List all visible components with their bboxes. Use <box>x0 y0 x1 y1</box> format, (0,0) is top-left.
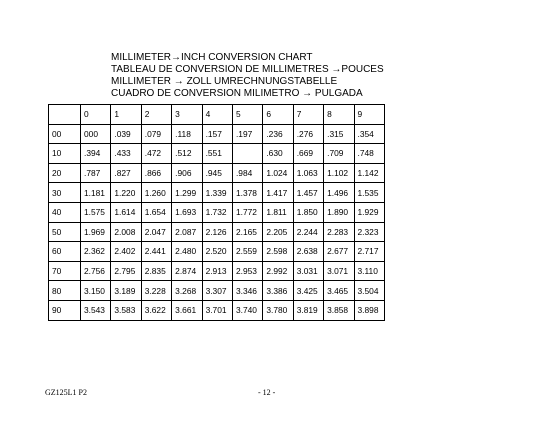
title-french: TABLEAU DE CONVERSION DE MILLIMETRES →POUCES <box>111 64 384 75</box>
row-header: 70 <box>49 261 81 281</box>
table-cell: .276 <box>293 124 323 144</box>
column-header: 8 <box>324 105 354 125</box>
table-cell: 3.346 <box>232 281 262 301</box>
title-spanish: CUADRO DE CONVERSION MILIMETRO → PULGADA <box>111 88 363 99</box>
row-header: 90 <box>49 300 81 320</box>
table-cell: 2.717 <box>354 242 384 262</box>
table-cell: 2.441 <box>141 242 171 262</box>
table-cell: 1.496 <box>324 183 354 203</box>
table-cell: 2.047 <box>141 222 171 242</box>
table-cell: 1.417 <box>263 183 293 203</box>
table-cell: 1.772 <box>232 202 262 222</box>
table-cell: 3.543 <box>81 300 111 320</box>
table-row <box>49 144 385 164</box>
table-cell: 3.583 <box>111 300 141 320</box>
corner-cell <box>49 105 81 125</box>
table-cell: 2.244 <box>293 222 323 242</box>
table-cell: 2.638 <box>293 242 323 262</box>
table-cell: .079 <box>141 124 171 144</box>
table-cell: .118 <box>172 124 202 144</box>
row-header: 30 <box>49 183 81 203</box>
table-cell: .039 <box>111 124 141 144</box>
row-header: 40 <box>49 202 81 222</box>
page-number: - 12 - <box>258 388 276 397</box>
table-cell: 3.150 <box>81 281 111 301</box>
table-cell: 2.362 <box>81 242 111 262</box>
table-cell: 2.402 <box>111 242 141 262</box>
table-cell: 2.323 <box>354 222 384 242</box>
table-cell: 2.677 <box>324 242 354 262</box>
table-cell: 1.260 <box>141 183 171 203</box>
table-cell: 3.465 <box>324 281 354 301</box>
table-cell: .394 <box>81 144 111 164</box>
table-row <box>49 202 385 222</box>
table-cell: 1.339 <box>202 183 232 203</box>
column-header: 9 <box>354 105 384 125</box>
table-cell: 1.890 <box>324 202 354 222</box>
table-cell: 2.913 <box>202 261 232 281</box>
table-cell: 1.220 <box>111 183 141 203</box>
table-cell: 3.622 <box>141 300 171 320</box>
table-cell: 1.378 <box>232 183 262 203</box>
table-cell: .827 <box>111 163 141 183</box>
table-cell: .512 <box>172 144 202 164</box>
table-cell: 2.126 <box>202 222 232 242</box>
table-cell: 2.008 <box>111 222 141 242</box>
table-cell: 3.307 <box>202 281 232 301</box>
table-cell: 3.858 <box>324 300 354 320</box>
table-row <box>49 222 385 242</box>
table-row <box>49 124 385 144</box>
table-cell: .157 <box>202 124 232 144</box>
table-cell: .669 <box>293 144 323 164</box>
table-cell: 1.969 <box>81 222 111 242</box>
table-cell: 3.898 <box>354 300 384 320</box>
table-cell: 1.732 <box>202 202 232 222</box>
table-cell: 1.811 <box>263 202 293 222</box>
table-cell: .472 <box>141 144 171 164</box>
table-cell: 1.850 <box>293 202 323 222</box>
table-row <box>49 281 385 301</box>
table-cell: 3.268 <box>172 281 202 301</box>
table-cell: 3.701 <box>202 300 232 320</box>
table-row <box>49 261 385 281</box>
table-cell: 2.165 <box>232 222 262 242</box>
table-cell: .630 <box>263 144 293 164</box>
conversion-table <box>48 104 385 321</box>
column-header: 4 <box>202 105 232 125</box>
document-code: GZ125L1 P2 <box>45 388 87 397</box>
table-cell: 1.614 <box>111 202 141 222</box>
column-header: 5 <box>232 105 262 125</box>
column-header: 6 <box>263 105 293 125</box>
table-cell: .945 <box>202 163 232 183</box>
table-cell: 1.063 <box>293 163 323 183</box>
column-header: 7 <box>293 105 323 125</box>
column-header: 3 <box>172 105 202 125</box>
table-cell: 3.740 <box>232 300 262 320</box>
table-cell: 3.110 <box>354 261 384 281</box>
row-header: 50 <box>49 222 81 242</box>
table-cell: 2.795 <box>111 261 141 281</box>
table-row <box>49 300 385 320</box>
table-cell: .354 <box>354 124 384 144</box>
table-cell: .709 <box>324 144 354 164</box>
table-cell: 1.929 <box>354 202 384 222</box>
table-cell: 3.819 <box>293 300 323 320</box>
table-cell: .433 <box>111 144 141 164</box>
table-cell <box>232 144 262 164</box>
column-header: 0 <box>81 105 111 125</box>
table-cell: .906 <box>172 163 202 183</box>
table-row <box>49 242 385 262</box>
header-row <box>49 105 385 125</box>
table-cell: 3.071 <box>324 261 354 281</box>
row-header: 20 <box>49 163 81 183</box>
table-cell: .866 <box>141 163 171 183</box>
table-cell: .315 <box>324 124 354 144</box>
table-cell: 3.780 <box>263 300 293 320</box>
table-cell: 2.480 <box>172 242 202 262</box>
row-header: 80 <box>49 281 81 301</box>
table-cell: .984 <box>232 163 262 183</box>
table-cell: 1.142 <box>354 163 384 183</box>
table-cell: 000 <box>81 124 111 144</box>
column-header: 1 <box>111 105 141 125</box>
table-cell: 2.205 <box>263 222 293 242</box>
table-cell: 2.835 <box>141 261 171 281</box>
table-cell: .236 <box>263 124 293 144</box>
row-header: 00 <box>49 124 81 144</box>
table-cell: 1.575 <box>81 202 111 222</box>
table-cell: 2.953 <box>232 261 262 281</box>
table-cell: 2.087 <box>172 222 202 242</box>
table-cell: 3.228 <box>141 281 171 301</box>
table-cell: 3.386 <box>263 281 293 301</box>
table-cell: 2.559 <box>232 242 262 262</box>
table-cell: 2.992 <box>263 261 293 281</box>
table-cell: 1.457 <box>293 183 323 203</box>
title-english: MILLIMETER→INCH CONVERSION CHART <box>111 52 313 63</box>
table-cell: 1.024 <box>263 163 293 183</box>
row-header: 60 <box>49 242 81 262</box>
table-cell: 1.181 <box>81 183 111 203</box>
table-cell: 3.189 <box>111 281 141 301</box>
table-cell: 2.520 <box>202 242 232 262</box>
table-cell: 2.598 <box>263 242 293 262</box>
title-german: MILLIMETER → ZOLL UMRECHNUNGSTABELLE <box>111 76 338 87</box>
table-cell: 1.299 <box>172 183 202 203</box>
table-cell: .787 <box>81 163 111 183</box>
table-cell: .551 <box>202 144 232 164</box>
table-cell: 1.654 <box>141 202 171 222</box>
table-cell: 3.031 <box>293 261 323 281</box>
column-header: 2 <box>141 105 171 125</box>
table-row <box>49 163 385 183</box>
table-cell: 3.661 <box>172 300 202 320</box>
table-cell: 2.283 <box>324 222 354 242</box>
table-cell: 3.425 <box>293 281 323 301</box>
table-cell: .748 <box>354 144 384 164</box>
row-header: 10 <box>49 144 81 164</box>
table-cell: 1.693 <box>172 202 202 222</box>
table-cell: .197 <box>232 124 262 144</box>
table-cell: 1.102 <box>324 163 354 183</box>
table-cell: 1.535 <box>354 183 384 203</box>
table-row <box>49 183 385 203</box>
table-cell: 2.756 <box>81 261 111 281</box>
table-cell: 2.874 <box>172 261 202 281</box>
table-cell: 3.504 <box>354 281 384 301</box>
chart-titles <box>111 52 384 100</box>
